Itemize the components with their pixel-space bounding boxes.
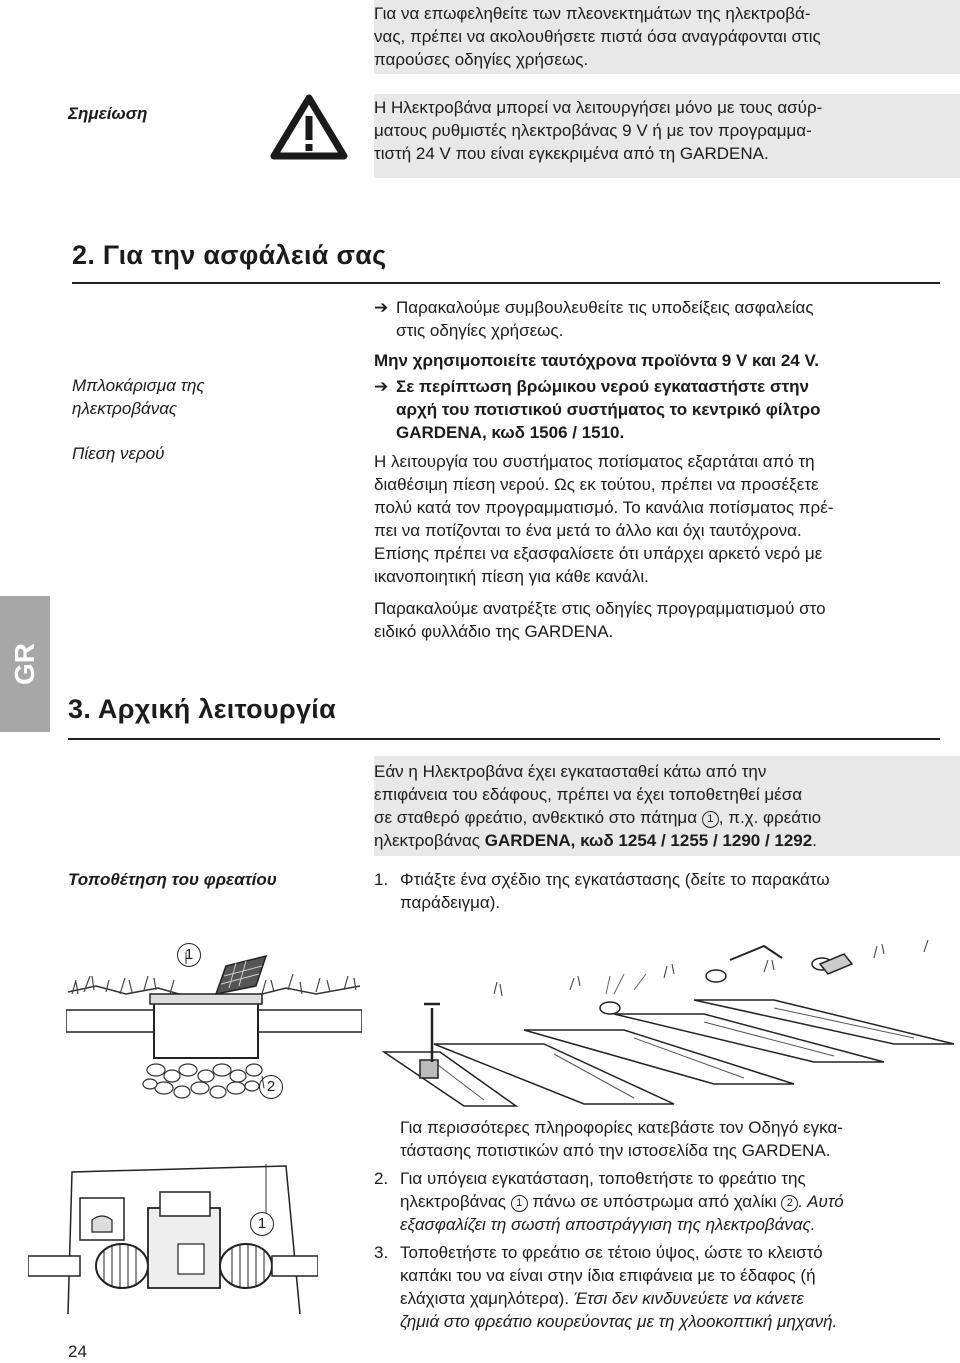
note-line: ματους ρυθμιστές ηλεκτροβάνας 9 V ή με τον προγραμμα- bbox=[374, 121, 812, 140]
safety-bold-line: Μην χρησιμοποιείτε ταυτόχρονα προϊόντα 9 V και 24 V. bbox=[374, 351, 819, 370]
language-tab bbox=[0, 596, 50, 732]
intro-line: Για να επωφεληθείτε των πλεονεκτημάτων της ηλεκτροβά- bbox=[374, 4, 811, 23]
language-tab-label: GR bbox=[9, 643, 40, 685]
safety-text bbox=[374, 296, 954, 643]
circled-number: 1 bbox=[511, 1195, 528, 1212]
section-heading-startup: 3. Αρχική λειτουργία bbox=[68, 694, 336, 724]
pressure-line: ικανοποιητική πίεση για κάθε κανάλι. bbox=[374, 567, 649, 586]
safety-item-cont: GARDENA, κωδ 1506 / 1510. bbox=[396, 423, 625, 442]
label-box-placement: Τοποθέτηση του φρεατίου bbox=[68, 870, 277, 889]
valve-box-ground-illustration bbox=[66, 936, 362, 1106]
arrow-icon: ➔ bbox=[374, 298, 389, 317]
note-label: Σημείωση bbox=[68, 104, 148, 123]
valve-box-detail-illustration bbox=[28, 1164, 318, 1314]
arrow-icon: ➔ bbox=[374, 377, 389, 396]
intro-line: νας, πρέπει να ακολουθήσετε πιστά όσα αναγράφονται στις bbox=[374, 27, 821, 46]
figure-callout-1: 1 bbox=[250, 1212, 274, 1236]
circled-number: 1 bbox=[702, 811, 719, 828]
steps-lower: Για περισσότερες πληροφορίες κατεβάστε τον Οδηγό εγκα- τάστασης ποτιστικών από την ιστοσελίδα της GARDENA. 2. Για υπόγεια εγκατάσταση, τοποθετήστε το φρεάτιο της ηλεκτροβάνας 1 πάνω σε υπόστρωμα από χαλίκι 2 . Αυτό εξασφαλίζει τη σωστή αποστράγγιση της ηλεκτροβάνας. 3. Τοποθετήστε το φρεάτιο σε τέτοιο ύψος, ώστε το κλειστό καπάκι του να είναι στην ίδια επιφάνεια με το έδαφος (ή ελάχιστα χαμηλότερα). Έτσι δεν κινδυνεύετε να κάνετε ζημιά στο φρεάτιο κουρεύοντας με τη χλοοκοπτική μηχανή. bbox=[374, 1118, 844, 1331]
intro-paragraph bbox=[374, 0, 960, 74]
safety-item-cont: στις οδηγίες χρήσεως. bbox=[396, 321, 564, 340]
startup-intro: Εάν η Ηλεκτροβάνα έχει εγκατασταθεί κάτω από την επιφάνεια του εδάφους, πρέπει να έχει τοποθετηθεί μέσα σε σταθερό φρεάτιο, ανθεκτικό στο πάτημα 1 , π.χ. φρεάτιο ηλεκτροβάνας GARDENA, κωδ 1254 / 1255 / 1290 / 1292. bbox=[374, 756, 960, 856]
label-pressure: Πίεση νερού bbox=[72, 444, 165, 463]
pressure-line: διαθέσιμη πίεση νερού. Ως εκ τούτου, πρέπει να προσέξετε bbox=[374, 475, 819, 494]
refer-line: ειδικό φυλλάδιο της GARDENA. bbox=[374, 622, 614, 641]
section-rule bbox=[72, 282, 940, 284]
pressure-line: Επίσης πρέπει να εξασφαλίσετε ότι υπάρχει αρκετό νερό με bbox=[374, 544, 823, 563]
safety-item: ➔ Παρακαλούμε συμβουλευθείτε τις υποδείξεις ασφαλείας bbox=[374, 298, 814, 317]
figure-callout-2: 2 bbox=[259, 1075, 283, 1099]
pressure-line: πει να ποτίζονται το ένα μετά το άλλο και όχι ταυτόχρονα. bbox=[374, 521, 802, 540]
intro-line: παρούσες οδηγίες χρήσεως. bbox=[374, 50, 589, 69]
note-line: Η Ηλεκτροβάνα μπορεί να λειτουργήσει μόνο με τους ασύρ- bbox=[374, 98, 823, 117]
page-number: 24 bbox=[68, 1342, 87, 1361]
section-heading-safety: 2. Για την ασφάλειά σας bbox=[72, 240, 387, 270]
note-line: τιστή 24 V που είναι εγκεκριμένα από τη GARDENA. bbox=[374, 144, 769, 163]
pressure-line: πολύ κατά τον προγραμματισμό. Το κανάλια ποτίσματος πρέ- bbox=[374, 498, 834, 517]
note-text bbox=[374, 94, 960, 178]
safety-item: ➔ Σε περίπτωση βρώμικου νερού εγκαταστήστε στην bbox=[374, 377, 809, 396]
warning-triangle-icon bbox=[268, 92, 350, 162]
pressure-line: Η λειτουργία του συστήματος ποτίσματος εξαρτάται από τη bbox=[374, 452, 815, 471]
refer-line: Παρακαλούμε ανατρέξτε στις οδηγίες προγραμματισμού στο bbox=[374, 599, 826, 618]
garden-system-illustration bbox=[374, 934, 958, 1110]
circled-number: 2 bbox=[781, 1195, 798, 1212]
safety-item-cont: αρχή του ποτιστικού συστήματος το κεντρικό φίλτρο bbox=[396, 400, 821, 419]
section-rule bbox=[68, 738, 940, 740]
label-blocking: Μπλοκάρισμα της ηλεκτροβάνας bbox=[72, 376, 205, 418]
figure-callout-1: 1 bbox=[177, 943, 201, 967]
step-1: 1. Φτιάξτε ένα σχέδιο της εγκατάστασης (δείτε το παρακάτω παράδειγμα). bbox=[374, 870, 830, 912]
